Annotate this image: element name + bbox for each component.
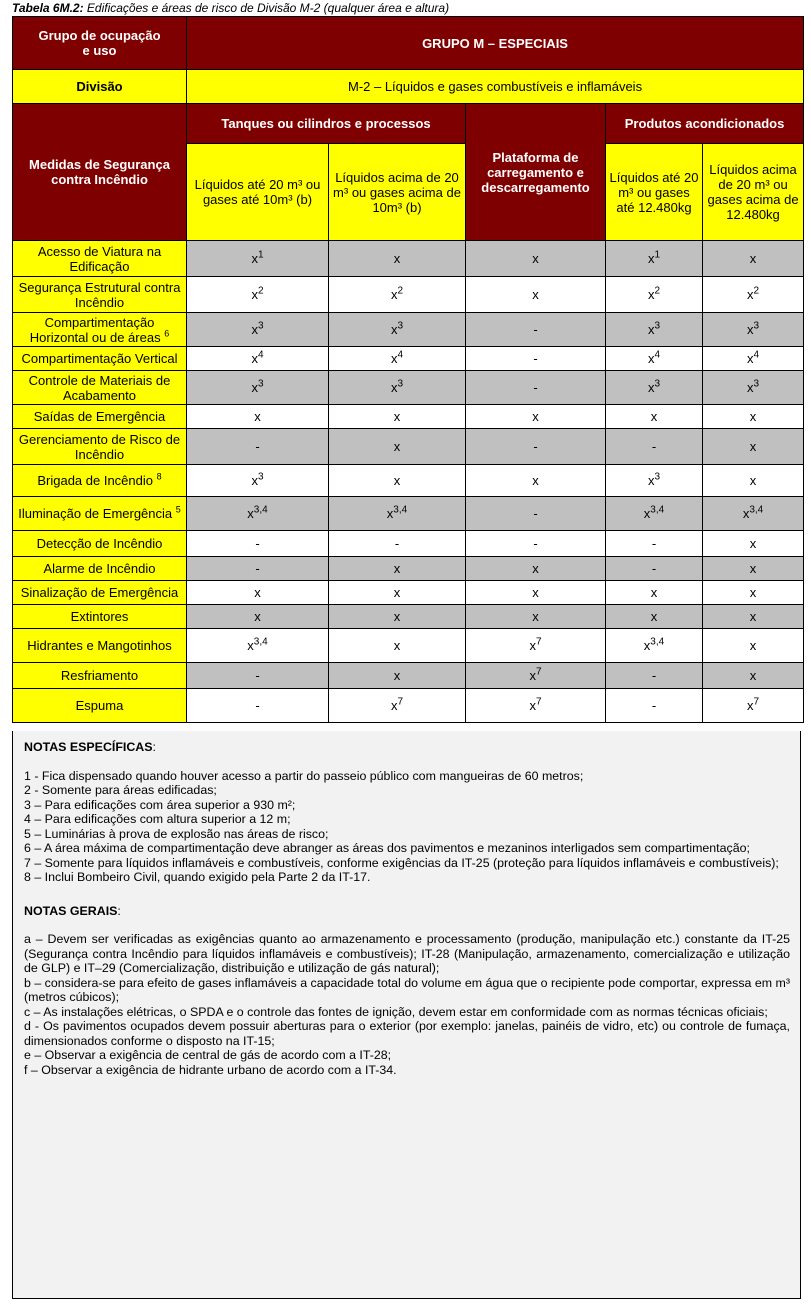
note-reference: 4: [257, 349, 264, 361]
requirement-mark: x: [393, 638, 401, 653]
measure-row: [13, 557, 804, 581]
requirement-cell: [329, 629, 466, 663]
requirement-cell: [187, 629, 329, 663]
measure-row: [13, 465, 804, 497]
note-reference: 3,4: [749, 504, 764, 516]
requirement-mark: x: [393, 251, 401, 266]
note-reference: 3: [257, 378, 264, 390]
requirement-mark: -: [255, 668, 260, 683]
requirement-cell: [703, 689, 804, 723]
requirement-cell: [187, 663, 329, 689]
requirement-cell: [606, 405, 703, 429]
requirement-cell: [187, 405, 329, 429]
requirement-mark: x: [749, 585, 757, 600]
requirement-cell: [329, 531, 466, 557]
note-reference: 3: [654, 378, 661, 390]
requirement-cell: [187, 241, 329, 277]
requirement-cell: [329, 581, 466, 605]
note-reference: 7: [535, 666, 542, 678]
note-reference: 4: [654, 349, 661, 361]
requirement-mark: x: [647, 473, 655, 488]
requirement-mark: x: [749, 668, 757, 683]
note-reference: 2: [397, 285, 404, 297]
requirement-mark: x: [532, 251, 539, 266]
measure-label-text: Sinalização de Emergência: [20, 585, 179, 600]
measure-label-text: Compartimentação Vertical: [21, 351, 178, 366]
requirement-mark: -: [651, 561, 657, 576]
requirement-cell: [606, 497, 703, 531]
requirement-mark: x: [647, 287, 655, 302]
measure-row: [13, 629, 804, 663]
specific-notes-title-text: NOTAS ESPECÍFICAS: [24, 740, 153, 754]
measure-label-text: Detecção de Incêndio: [36, 536, 163, 551]
specific-note: 8 – Inclui Bombeiro Civil, quando exigido pela Parte 2 da IT-17.: [24, 870, 371, 884]
requirement-cell: [466, 663, 606, 689]
platform-label: Plataforma de carregamento e descarregamento: [466, 104, 606, 241]
requirement-mark: x: [393, 561, 401, 576]
general-notes-title-text: NOTAS GERAIS: [24, 903, 118, 918]
note-reference: 7: [535, 696, 542, 708]
requirement-cell: [703, 313, 804, 347]
col-tank-small: Líquidos até 20 m³ ou gases até 10m³ (b): [187, 144, 329, 241]
requirement-mark: -: [651, 536, 657, 551]
measure-label: [13, 663, 187, 689]
note-reference: 3: [397, 320, 404, 332]
note-reference: 2: [257, 285, 264, 297]
requirement-cell: [606, 429, 703, 465]
requirement-cell: [187, 465, 329, 497]
requirement-mark: x: [749, 409, 757, 424]
measure-label: [13, 347, 187, 371]
measure-row: [13, 429, 804, 465]
requirement-mark: x: [643, 506, 651, 521]
note-reference: 7: [535, 636, 542, 648]
measure-row: [13, 531, 804, 557]
requirement-cell: [187, 371, 329, 405]
note-reference: 3,4: [650, 504, 665, 516]
requirement-cell: [466, 557, 606, 581]
requirement-mark: x: [747, 322, 754, 337]
measure-row: [13, 497, 804, 531]
requirement-mark: x: [393, 609, 401, 624]
requirement-cell: [606, 313, 703, 347]
requirement-mark: x: [647, 380, 655, 395]
measure-label: [13, 405, 187, 429]
note-reference: 7: [753, 696, 760, 708]
measure-label-text: Hidrantes e Mangotinhos: [27, 638, 172, 653]
requirement-mark: x: [532, 585, 539, 600]
requirement-mark: -: [533, 506, 538, 521]
tanks-label: Tanques ou cilindros e processos: [187, 104, 466, 144]
requirement-mark: -: [651, 668, 657, 683]
measure-row: [13, 405, 804, 429]
requirement-mark: x: [251, 251, 258, 266]
note-reference: 3,4: [393, 504, 408, 516]
requirement-mark: x: [247, 506, 254, 521]
requirements-table: [12, 16, 804, 723]
specific-note: 5 – Luminárias à prova de explosão nas áreas de risco;: [24, 826, 329, 841]
measure-label: [13, 313, 187, 347]
requirement-cell: [703, 371, 804, 405]
requirement-cell: [466, 531, 606, 557]
note-reference: 3,4: [253, 636, 268, 648]
requirement-mark: x: [647, 351, 655, 366]
requirement-mark: x: [251, 473, 258, 488]
requirement-cell: [606, 663, 703, 689]
requirement-mark: x: [747, 698, 754, 713]
requirement-mark: x: [393, 585, 401, 600]
note-reference: 3: [753, 378, 760, 390]
group-value: GRUPO M – ESPECIAIS: [187, 17, 804, 70]
requirement-mark: x: [532, 609, 539, 624]
measure-row: [13, 347, 804, 371]
requirement-cell: [703, 581, 804, 605]
specific-note: 6 – A área máxima de compartimentação deve abranger as áreas dos pavimentos e mezaninos interligados sem compartimentação;: [24, 841, 750, 855]
measure-row: [13, 581, 804, 605]
specific-note: 4 – Para edificações com altura superior a 12 m;: [24, 812, 291, 826]
note-reference: 3: [257, 471, 264, 483]
requirement-cell: [466, 629, 606, 663]
general-note: c – As instalações elétricas, o SPDA e o controle das fontes de ignição, devem estar em conformidade com as normas técnicas oficiais;: [24, 1004, 768, 1019]
measure-row: [13, 371, 804, 405]
requirement-cell: [703, 347, 804, 371]
note-reference: 2: [753, 285, 760, 297]
measure-label-text: Resfriamento: [60, 668, 139, 683]
requirement-mark: x: [747, 351, 754, 366]
group-row: [13, 17, 804, 70]
note-reference: 4: [753, 349, 760, 361]
measure-label: [13, 689, 187, 723]
general-note: b – considera-se para efeito de gases inflamáveis a capacidade total do volume em água que o recipiente pode comportar, expressa em m³ (metros cúbicos);: [24, 975, 790, 1004]
requirement-cell: [606, 557, 703, 581]
requirement-cell: [187, 429, 329, 465]
specific-notes-title: NOTAS ESPECÍFICAS:: [24, 740, 156, 754]
requirement-mark: x: [251, 351, 258, 366]
requirement-cell: [466, 497, 606, 531]
specific-note: 7 – Somente para líquidos inflamáveis e combustíveis, conforme exigências da IT-25 (proteção para líquidos inflamáveis e combustíveis);: [24, 855, 779, 870]
requirement-mark: x: [749, 251, 757, 266]
requirement-mark: x: [749, 638, 757, 653]
requirement-mark: x: [749, 561, 757, 576]
requirement-cell: [466, 313, 606, 347]
requirement-cell: [703, 241, 804, 277]
requirement-cell: [187, 313, 329, 347]
requirement-mark: x: [390, 287, 398, 302]
requirement-mark: -: [255, 698, 260, 713]
requirement-mark: -: [533, 439, 538, 454]
note-reference: 3: [257, 320, 264, 332]
requirement-cell: [606, 241, 703, 277]
requirement-cell: [466, 605, 606, 629]
requirement-cell: [329, 605, 466, 629]
requirement-cell: [606, 581, 703, 605]
note-reference: 4: [397, 349, 404, 361]
general-note: f – Observar a exigência de hidrante urbano de acordo com a IT-34.: [24, 1062, 397, 1077]
requirement-cell: [329, 663, 466, 689]
requirement-cell: [466, 241, 606, 277]
requirement-mark: x: [390, 351, 398, 366]
requirement-cell: [466, 371, 606, 405]
requirement-mark: x: [254, 585, 261, 600]
requirement-mark: -: [533, 380, 538, 395]
requirement-mark: x: [749, 439, 757, 454]
requirement-mark: x: [749, 536, 757, 551]
requirement-mark: x: [749, 473, 757, 488]
requirement-mark: x: [529, 698, 536, 713]
measure-label: [13, 605, 187, 629]
requirement-cell: [466, 465, 606, 497]
requirement-mark: -: [255, 561, 260, 576]
requirement-mark: x: [647, 322, 655, 337]
measure-label-text: Segurança Estrutural contra Incêndio: [18, 279, 181, 310]
requirement-cell: [329, 689, 466, 723]
requirement-mark: x: [251, 287, 258, 302]
notes-panel: [12, 731, 801, 1299]
requirement-mark: x: [749, 609, 757, 624]
requirement-cell: [703, 629, 804, 663]
requirement-mark: -: [533, 322, 538, 337]
requirement-cell: [606, 629, 703, 663]
requirement-mark: x: [529, 668, 536, 683]
measure-label: [13, 629, 187, 663]
col-pack-large: Líquidos acima de 20 m³ ou gases acima de 12.480kg: [703, 144, 804, 241]
requirement-mark: x: [650, 409, 658, 424]
requirement-cell: [329, 557, 466, 581]
note-reference: 2: [654, 285, 661, 297]
requirement-mark: x: [532, 561, 539, 576]
requirement-cell: [329, 405, 466, 429]
column-group-row: [13, 104, 804, 144]
general-note: e – Observar a exigência de central de gás de acordo com a IT-28;: [24, 1048, 392, 1062]
note-reference: 3: [397, 378, 404, 390]
measure-label-text: Extintores: [70, 609, 129, 624]
requirement-cell: [329, 429, 466, 465]
requirement-cell: [187, 347, 329, 371]
requirement-mark: x: [647, 251, 655, 266]
measure-label: [13, 277, 187, 313]
requirement-mark: x: [532, 409, 539, 424]
requirement-cell: [329, 465, 466, 497]
measures-label: Medidas de Segurança contra Incêndio: [13, 104, 187, 241]
requirement-cell: [703, 405, 804, 429]
note-reference: 6: [164, 328, 170, 339]
requirement-mark: x: [393, 473, 401, 488]
note-reference: 5: [175, 504, 181, 515]
requirement-cell: [466, 689, 606, 723]
measure-label: [13, 581, 187, 605]
general-note: a – Devem ser verificadas as exigências quanto ao armazenamento e processamento (produção, manipulação etc.) constante da IT-25 (Segurança contra Incêndio para líquidos inflamáveis e combustíveis); IT-28 (Manipulação, armazenamento, comercialização e utilização de GLP) e IT–29 (Comercialização, distribuição e utilização de gás natural);: [24, 932, 790, 975]
measure-row: [13, 277, 804, 313]
requirement-mark: -: [394, 536, 400, 551]
requirement-mark: x: [742, 506, 750, 521]
measure-row: [13, 313, 804, 347]
measure-label: [13, 497, 187, 531]
general-notes-title: NOTAS GERAIS:: [24, 903, 121, 918]
requirement-mark: x: [254, 609, 261, 624]
col-pack-small: Líquidos até 20 m³ ou gases até 12.480kg: [606, 144, 703, 241]
requirement-mark: x: [254, 409, 261, 424]
requirement-mark: x: [532, 287, 539, 302]
requirement-cell: [187, 605, 329, 629]
division-row: [13, 70, 804, 104]
requirement-cell: [187, 497, 329, 531]
col-tank-large: Líquidos acima de 20 m³ ou gases acima de 10m³ (b): [329, 144, 466, 241]
note-reference: 3,4: [253, 504, 268, 516]
requirement-mark: x: [650, 609, 658, 624]
requirement-cell: [187, 581, 329, 605]
measure-label-text: Compartimentação Horizontal ou de áreas: [29, 314, 161, 345]
requirement-cell: [466, 277, 606, 313]
measure-row: [13, 663, 804, 689]
requirement-cell: [606, 689, 703, 723]
measure-row: [13, 689, 804, 723]
requirement-cell: [703, 465, 804, 497]
requirement-cell: [703, 605, 804, 629]
requirement-mark: x: [393, 668, 401, 683]
requirement-mark: -: [651, 698, 657, 713]
measure-label: [13, 465, 187, 497]
requirement-cell: [466, 581, 606, 605]
requirement-cell: [329, 313, 466, 347]
requirement-cell: [329, 347, 466, 371]
requirement-mark: x: [650, 585, 658, 600]
measure-label: [13, 429, 187, 465]
measure-label-text: Saídas de Emergência: [33, 409, 166, 424]
requirement-mark: x: [747, 287, 754, 302]
note-reference: 3: [654, 471, 661, 483]
requirement-cell: [329, 371, 466, 405]
requirement-cell: [466, 347, 606, 371]
requirement-mark: x: [747, 380, 754, 395]
measure-label-text: Acesso de Viatura na Edificação: [37, 243, 162, 274]
note-reference: 3: [654, 320, 661, 332]
note-reference: 1: [257, 249, 264, 261]
requirement-cell: [703, 663, 804, 689]
requirement-mark: x: [390, 698, 398, 713]
note-reference: 1: [654, 249, 661, 261]
requirement-cell: [606, 465, 703, 497]
requirement-cell: [187, 531, 329, 557]
requirement-mark: x: [393, 439, 401, 454]
requirement-cell: [703, 497, 804, 531]
measure-row: [13, 241, 804, 277]
measure-label-text: Iluminação de Emergência: [18, 506, 173, 521]
specific-note: 1 - Fica dispensado quando houver acesso a partir do passeio público com mangueiras de 60 metros;: [24, 768, 584, 783]
measure-label-text: Gerenciamento de Risco de Incêndio: [18, 431, 181, 462]
requirement-cell: [329, 277, 466, 313]
requirement-cell: [187, 277, 329, 313]
measure-label-text: Alarme de Incêndio: [43, 561, 156, 576]
general-note: d - Os pavimentos ocupados devem possuir aberturas para o exterior (por exemplo: janelas, painéis de vidro, etc) ou controle de fumaça, dimensionados conforme o disposto na IT-15;: [24, 1019, 790, 1048]
specific-note: 2 - Somente para áreas edificadas;: [24, 783, 217, 797]
requirement-mark: -: [533, 351, 538, 366]
requirement-mark: x: [390, 322, 398, 337]
measure-row: [13, 605, 804, 629]
measure-label: [13, 371, 187, 405]
requirement-mark: x: [386, 506, 394, 521]
requirement-cell: [606, 347, 703, 371]
requirement-cell: [703, 429, 804, 465]
requirement-cell: [606, 277, 703, 313]
specific-note: 3 – Para edificações com área superior a 930 m²;: [24, 797, 296, 812]
requirement-mark: x: [393, 409, 401, 424]
requirement-cell: [703, 531, 804, 557]
requirement-mark: x: [247, 638, 254, 653]
requirement-mark: x: [643, 638, 651, 653]
measure-label: [13, 557, 187, 581]
measure-label-text: Brigada de Incêndio: [37, 473, 153, 488]
division-value: M-2 – Líquidos e gases combustíveis e inflamáveis: [187, 70, 804, 104]
division-label: Divisão: [13, 70, 187, 104]
requirement-cell: [606, 371, 703, 405]
measure-label-text: Espuma: [75, 698, 124, 713]
requirement-cell: [187, 689, 329, 723]
requirement-mark: -: [255, 439, 260, 454]
requirement-cell: [703, 277, 804, 313]
note-reference: 3: [753, 320, 760, 332]
requirement-cell: [606, 605, 703, 629]
requirement-cell: [329, 497, 466, 531]
requirement-cell: [329, 241, 466, 277]
caption-text: Edificações e áreas de risco de Divisão M-2 (qualquer área e altura): [83, 1, 450, 15]
requirement-cell: [466, 405, 606, 429]
requirement-mark: x: [390, 380, 398, 395]
measure-label: [13, 241, 187, 277]
requirement-mark: x: [251, 322, 258, 337]
requirement-cell: [606, 531, 703, 557]
requirement-cell: [703, 557, 804, 581]
requirement-mark: -: [255, 536, 260, 551]
group-label: Grupo de ocupação e uso: [13, 17, 187, 70]
note-reference: 8: [156, 471, 162, 482]
requirement-mark: x: [532, 473, 539, 488]
requirement-mark: -: [533, 536, 538, 551]
measure-label: [13, 531, 187, 557]
requirement-cell: [187, 557, 329, 581]
requirement-cell: [466, 429, 606, 465]
requirement-mark: -: [651, 439, 657, 454]
requirement-mark: x: [251, 380, 258, 395]
caption-label: Tabela 6M.2:: [12, 1, 84, 15]
requirement-mark: x: [529, 638, 536, 653]
table-caption: [12, 1, 802, 16]
note-reference: 7: [397, 696, 404, 708]
measure-label-text: Controle de Materiais de Acabamento: [28, 372, 171, 403]
note-reference: 3,4: [650, 636, 665, 648]
packaged-label: Produtos acondicionados: [606, 104, 804, 144]
